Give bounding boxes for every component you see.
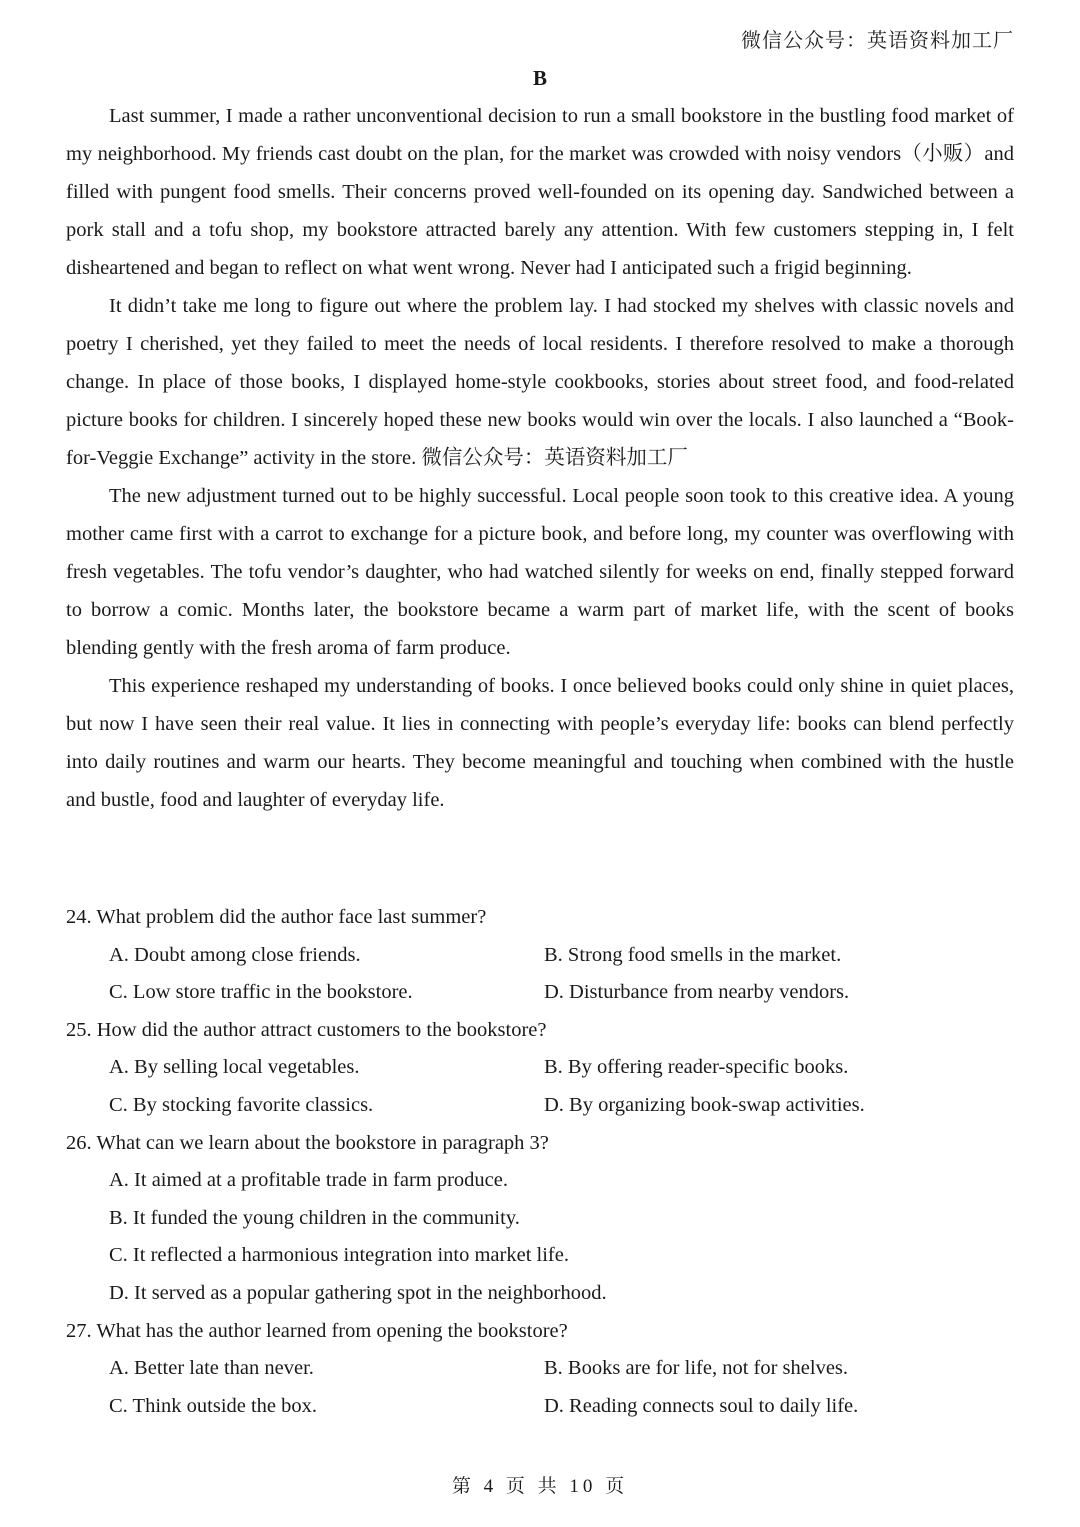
passage-paragraph-2: It didn’t take me long to figure out where the problem lay. I had stocked my shelves with classic novels and poetry I cherished, yet they failed to meet the needs of local residents. I therefore resolved to make a thorough change. In place of those books, I displayed home-style cookbooks, stories about street food, and food-related picture books for children. I sincerely hoped these new books would win over the locals. I also launched a “Book-for-Veggie Exchange” activity in the store. 微信公众号：英语资料加工厂 [66,295,1014,469]
question-27-option-b: B. Books are for life, not for shelves. [544,1357,849,1380]
reading-passage [66,97,1014,819]
section-title: B [532,66,547,90]
page-number: 第 4 页 共 10 页 [451,1476,629,1497]
question-24-options-row-1 [66,937,1014,975]
question-24-option-d: D. Disturbance from nearby vendors. [544,981,850,1004]
question-27-options-row-1 [66,1350,1014,1388]
question-25-options-row-2 [66,1087,1014,1125]
question-24-options-row-2 [66,974,1014,1012]
question-25-option-d: D. By organizing book-swap activities. [544,1093,865,1116]
question-24-option-b: B. Strong food smells in the market. [544,943,842,966]
question-25-stem: 25. How did the author attract customers to the bookstore? [66,1018,547,1041]
passage-paragraph-1: Last summer, I made a rather unconventional decision to run a small bookstore in the bustling food market of my neighborhood. My friends cast doubt on the plan, for the market was crowded with noisy vendors（小贩）and filled with pungent food smells. Their concerns proved well-founded on its opening day. Sandwiched between a pork stall and a tofu shop, my bookstore attracted barely any attention. With few customers stepping in, I felt disheartened and began to reflect on what went wrong. Never had I anticipated such a frigid beginning. [66,105,1014,279]
question-27-options-row-2 [66,1388,1014,1426]
question-25-options-row-1 [66,1049,1014,1087]
passage-paragraph-4: This experience reshaped my understanding of books. I once believed books could only shine in quiet places, but now I have seen their real value. It lies in connecting with people’s everyday life: books can blend perfectly into daily routines and warm our hearts. They become meaningful and touching when combined with the hustle and bustle, food and laughter of everyday life. [66,675,1014,811]
question-27-option-c: C. Think outside the box. [109,1394,318,1417]
question-24-stem: 24. What problem did the author face last summer? [66,906,487,928]
question-25-option-a: A. By selling local vegetables. [109,1056,360,1079]
question-24-option-c: C. Low store traffic in the bookstore. [109,981,413,1004]
question-25-option-c: C. By stocking favorite classics. [109,1093,374,1116]
question-27-stem: 27. What has the author learned from opening the bookstore? [66,1319,568,1342]
question-24-option-a: A. Doubt among close friends. [109,943,361,966]
question-26-option-d: D. It served as a popular gathering spot in the neighborhood. [109,1281,607,1304]
question-list [66,899,1014,1425]
header-watermark: 微信公众号：英语资料加工厂 [741,30,1014,52]
passage-paragraph-3: The new adjustment turned out to be highly successful. Local people soon took to this creative idea. A young mother came first with a carrot to exchange for a picture book, and before long, my counter was overflowing with fresh vegetables. The tofu vendor’s daughter, who had watched silently for weeks on end, finally stepped forward to borrow a comic. Months later, the bookstore became a warm part of market life, with the scent of books blending gently with the fresh aroma of farm produce. [66,485,1014,659]
question-26-stem: 26. What can we learn about the bookstore in paragraph 3? [66,1131,549,1154]
question-27-option-a: A. Better late than never. [109,1357,314,1380]
question-26-option-a: A. It aimed at a profitable trade in farm produce. [109,1169,509,1192]
question-27-option-d: D. Reading connects soul to daily life. [544,1394,859,1417]
question-26-option-b: B. It funded the young children in the community. [109,1206,520,1229]
question-25-option-b: B. By offering reader-specific books. [544,1056,849,1079]
question-26-option-c: C. It reflected a harmonious integration into market life. [109,1244,569,1267]
